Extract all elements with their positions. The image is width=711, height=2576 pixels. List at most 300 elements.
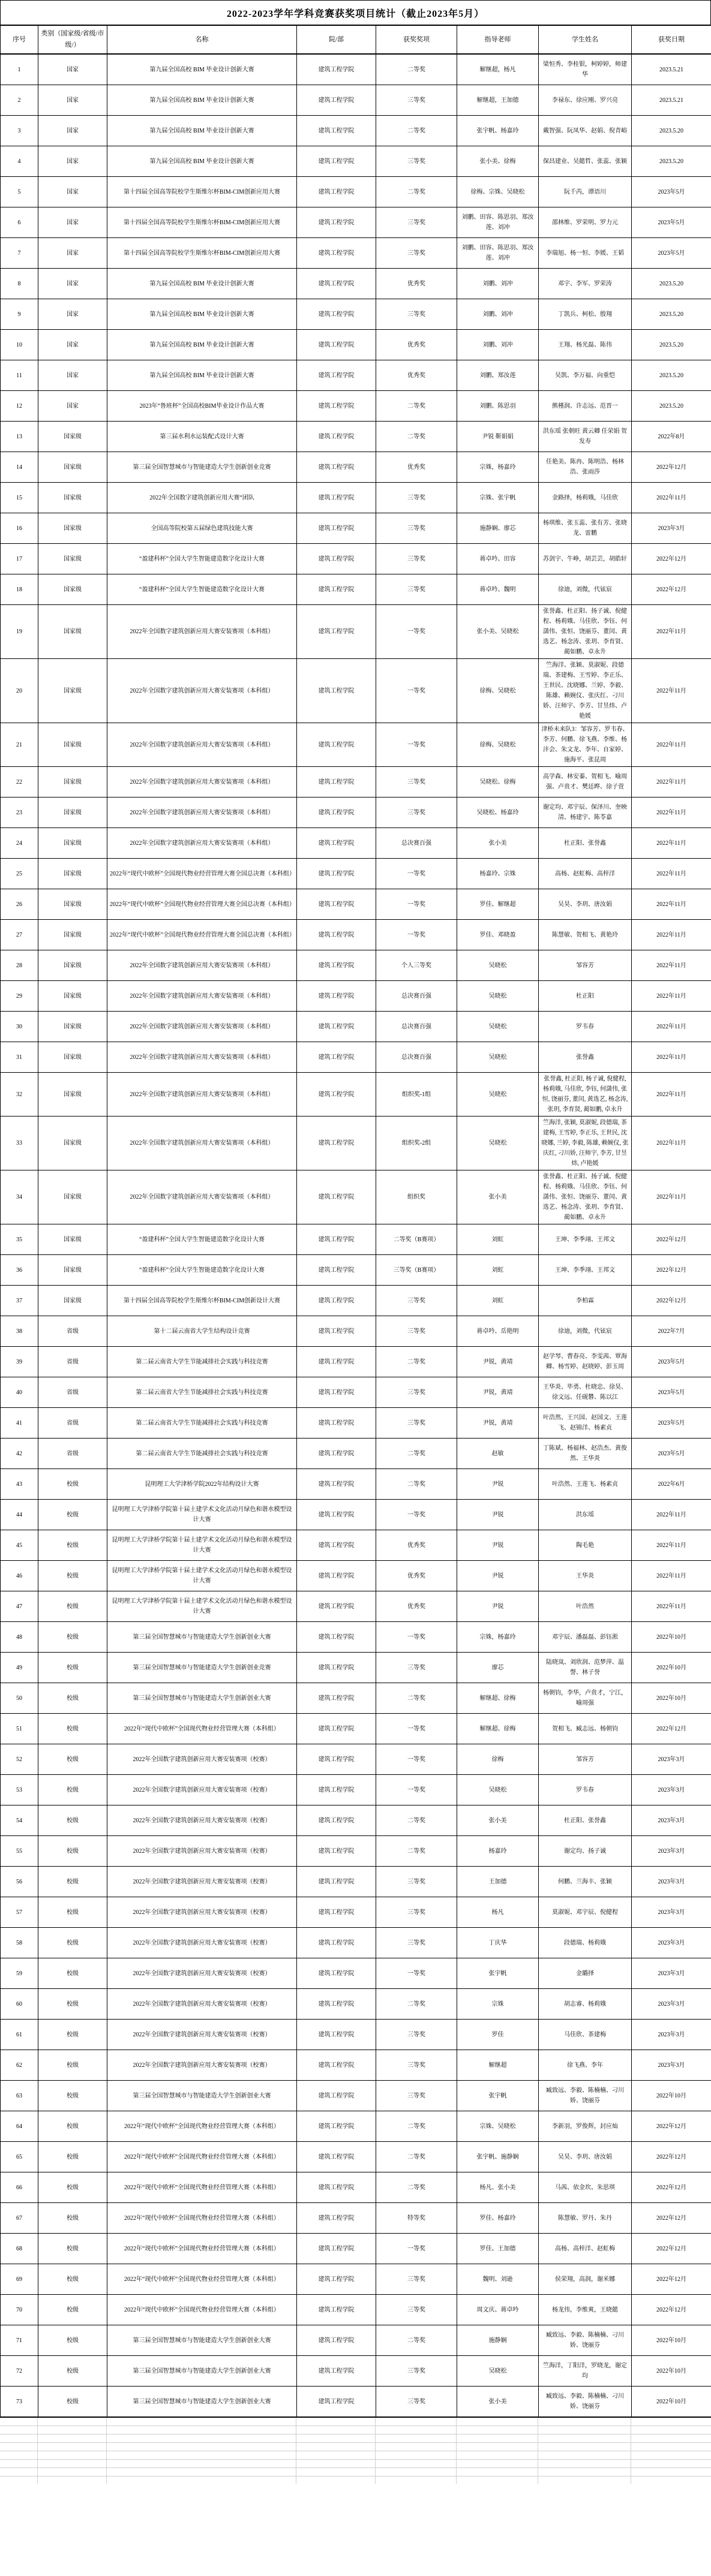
no-cell: 3 [1, 116, 38, 146]
award-cell: 组织奖-1组 [376, 1073, 457, 1117]
table-row [1, 483, 711, 513]
name-cell: 2022年全国数字建筑创新应用大赛安装赛项（本科组） [107, 659, 297, 723]
students-cell: 李柏霖 [539, 1286, 632, 1316]
date-cell: 2022年12月 [632, 1714, 711, 1744]
level-cell: 国家 [38, 177, 107, 207]
name-cell: “盈建科杯”全国大学生智能建造数字化设计大赛 [107, 574, 297, 605]
date-cell: 2022年12月 [632, 2203, 711, 2234]
name-cell: 全国高等院校第五届绿色建筑技能大赛 [107, 513, 297, 544]
award-table [0, 25, 711, 2418]
award-cell: 特等奖 [376, 2203, 457, 2234]
table-row [1, 1117, 711, 1170]
level-cell: 校级 [38, 1500, 107, 1530]
date-cell: 2023年3月 [632, 1805, 711, 1836]
date-cell: 2022年10月 [632, 2387, 711, 2418]
level-cell: 省级 [38, 1377, 107, 1408]
award-cell: 一等奖 [376, 2234, 457, 2264]
college-cell: 建筑工程学院 [297, 1012, 376, 1042]
teachers-cell: 张小美 [457, 828, 539, 859]
college-cell: 建筑工程学院 [297, 767, 376, 798]
level-cell: 国家级 [38, 723, 107, 767]
no-cell: 49 [1, 1653, 38, 1683]
name-cell: 昆明理工大学津桥学院第十届土建学术文化活动月绿色和谐水模型设计大赛 [107, 1561, 297, 1591]
college-cell: 建筑工程学院 [297, 2081, 376, 2111]
college-cell: 建筑工程学院 [297, 1867, 376, 1897]
date-cell: 2023.5.20 [632, 391, 711, 422]
no-cell: 14 [1, 452, 38, 483]
table-row [1, 605, 711, 659]
students-cell: 臧致远、李毅、陈楠楠、刁川娇、饶丽芬 [539, 2325, 632, 2356]
date-cell: 2022年12月 [632, 1255, 711, 1286]
name-cell: 2022年“现代中欧杯”全国现代物业经营管理大赛（本科组） [107, 2111, 297, 2142]
name-cell: 2022年全国数字建筑创新应用大赛安装赛项（本科组） [107, 1073, 297, 1117]
students-cell: 陈慧敏、贺相飞、黄艳玲 [539, 920, 632, 950]
award-cell: 三等奖 [376, 146, 457, 177]
no-cell: 8 [1, 269, 38, 299]
students-cell: 高学森、林安蓁、贺相飞、喻周强、卢贵才、樊廷晔、徐子萱 [539, 767, 632, 798]
date-cell: 2023.5.20 [632, 269, 711, 299]
no-cell: 2 [1, 85, 38, 116]
award-cell: 二等奖 [376, 1347, 457, 1377]
date-cell: 2023.5.20 [632, 146, 711, 177]
college-cell: 建筑工程学院 [297, 177, 376, 207]
no-cell: 73 [1, 2387, 38, 2418]
name-cell: 2022年全国数字建筑创新应用大赛安装赛项（本科组） [107, 605, 297, 659]
no-cell: 25 [1, 859, 38, 889]
award-cell: 三等奖 [376, 767, 457, 798]
teachers-cell: 刘虹 [457, 1224, 539, 1255]
award-cell: 组织奖 [376, 1170, 457, 1224]
name-cell: 2023年“鲁班杯”全国高校BIM毕业设计作品大赛 [107, 391, 297, 422]
table-row [1, 1897, 711, 1928]
teachers-cell: 魏明、刘逊 [457, 2264, 539, 2295]
table-row [1, 2234, 711, 2264]
students-cell: 洪东瑶 [539, 1500, 632, 1530]
teachers-cell: 张宇帆 [457, 2081, 539, 2111]
college-cell: 建筑工程学院 [297, 513, 376, 544]
table-row [1, 2203, 711, 2234]
teachers-cell: 徐梅 [457, 1744, 539, 1775]
teachers-cell: 尹锐，黄靖 [457, 1347, 539, 1377]
table-row [1, 1012, 711, 1042]
students-cell: 李新羽，罗俊辉，封应灿 [539, 2111, 632, 2142]
college-cell: 建筑工程学院 [297, 1439, 376, 1469]
name-cell: 2022年“现代中欧杯”全国现代物业经营管理大赛（本科组） [107, 2234, 297, 2264]
level-cell: 国家级 [38, 1255, 107, 1286]
award-cell: 总决赛百强 [376, 1042, 457, 1073]
no-cell: 28 [1, 950, 38, 981]
level-cell: 校级 [38, 1836, 107, 1867]
award-cell: 二等奖 [376, 1836, 457, 1867]
level-cell: 校级 [38, 2325, 107, 2356]
award-cell: 二等奖 [376, 1989, 457, 2020]
no-cell: 30 [1, 1012, 38, 1042]
teachers-cell: 张小美 [457, 1805, 539, 1836]
table-row [1, 828, 711, 859]
college-cell: 建筑工程学院 [297, 1775, 376, 1805]
college-cell: 建筑工程学院 [297, 452, 376, 483]
award-cell: 优秀奖 [376, 1591, 457, 1622]
header-college: 院/部 [297, 25, 376, 54]
level-cell: 国家级 [38, 981, 107, 1012]
date-cell: 2022年11月 [632, 767, 711, 798]
teachers-cell: 徐梅、宗姝、吴晓松 [457, 177, 539, 207]
college-cell: 建筑工程学院 [297, 1530, 376, 1561]
teachers-cell: 丁庆华 [457, 1928, 539, 1958]
college-cell: 建筑工程学院 [297, 2142, 376, 2172]
college-cell: 建筑工程学院 [297, 544, 376, 574]
college-cell: 建筑工程学院 [297, 1622, 376, 1653]
name-cell: 第三届全国智慧城市与智能建造大学生创新创业竞赛 [107, 452, 297, 483]
no-cell: 39 [1, 1347, 38, 1377]
table-row [1, 1744, 711, 1775]
no-cell: 54 [1, 1805, 38, 1836]
header-name: 名称 [107, 25, 297, 54]
level-cell: 校级 [38, 2142, 107, 2172]
college-cell: 建筑工程学院 [297, 2234, 376, 2264]
table-row [1, 2356, 711, 2387]
table-row [1, 422, 711, 452]
name-cell: 2022年全国数字建筑创新应用大赛安装赛项（本科组） [107, 828, 297, 859]
teachers-cell: 吴晓松 [457, 1012, 539, 1042]
table-row [1, 1347, 711, 1377]
no-cell: 22 [1, 767, 38, 798]
teachers-cell: 解继超，王加德 [457, 85, 539, 116]
no-cell: 40 [1, 1377, 38, 1408]
no-cell: 51 [1, 1714, 38, 1744]
students-cell: 王坤、李季翊、王邦文 [539, 1224, 632, 1255]
name-cell: 2022年全国数字建筑创新应用大赛安装赛项（本科组） [107, 1042, 297, 1073]
name-cell: 2022年全国数字建筑创新应用大赛安装赛项（本科组） [107, 767, 297, 798]
date-cell: 2022年11月 [632, 605, 711, 659]
date-cell: 2022年10月 [632, 2356, 711, 2387]
level-cell: 国家级 [38, 574, 107, 605]
date-cell: 2022年10月 [632, 1622, 711, 1653]
date-cell: 2022年12月 [632, 2111, 711, 2142]
table-row [1, 2325, 711, 2356]
students-cell: 苏剑宇、牛峥，胡芸芸，胡皓轩 [539, 544, 632, 574]
level-cell: 校级 [38, 1683, 107, 1714]
level-cell: 校级 [38, 2203, 107, 2234]
level-cell: 校级 [38, 1775, 107, 1805]
date-cell: 2022年11月 [632, 483, 711, 513]
name-cell: 2022年“现代中欧杯”全国现代物业经营管理大赛（本科组） [107, 2142, 297, 2172]
level-cell: 校级 [38, 2050, 107, 2081]
students-cell: 杨琪维、张玉蕊、张有芳、张晓龙、雷鹏 [539, 513, 632, 544]
award-cell: 三等奖 [376, 85, 457, 116]
level-cell: 校级 [38, 1622, 107, 1653]
level-cell: 校级 [38, 1469, 107, 1500]
teachers-cell: 杨嘉玲 [457, 1836, 539, 1867]
college-cell: 建筑工程学院 [297, 146, 376, 177]
name-cell: 2022年“现代中欧杯”全国现代物业经营管理大赛全国总决赛（本科组） [107, 889, 297, 920]
date-cell: 2022年12月 [632, 452, 711, 483]
award-cell: 三等奖 [376, 2295, 457, 2325]
table-row [1, 2020, 711, 2050]
students-cell: 莫淑妮、邓宇辰、倪健程 [539, 1897, 632, 1928]
award-cell: 一等奖 [376, 920, 457, 950]
teachers-cell: 刘鹏、陈思羽 [457, 391, 539, 422]
table-row [1, 1469, 711, 1500]
table-row [1, 1714, 711, 1744]
no-cell: 66 [1, 2172, 38, 2203]
teachers-cell: 吴晓松 [457, 1775, 539, 1805]
table-header [1, 25, 711, 54]
header-no: 序号 [1, 25, 38, 54]
level-cell: 校级 [38, 2264, 107, 2295]
college-cell: 建筑工程学院 [297, 207, 376, 238]
level-cell: 国家级 [38, 859, 107, 889]
students-cell: 梁恒秀、李桂银，柯婷婷，师建华 [539, 54, 632, 85]
table-row [1, 1958, 711, 1989]
teachers-cell: 刘鹏、刘冲 [457, 330, 539, 360]
date-cell: 2022年11月 [632, 1500, 711, 1530]
table-row [1, 452, 711, 483]
award-cell: 三等奖 [376, 1408, 457, 1439]
table-row [1, 1286, 711, 1316]
teachers-cell: 尹锐，黄靖 [457, 1377, 539, 1408]
name-cell: 2022年全国数字建筑创新应用大赛安装赛项（校赛） [107, 1744, 297, 1775]
award-cell: 一等奖 [376, 859, 457, 889]
level-cell: 国家 [38, 85, 107, 116]
table-row [1, 207, 711, 238]
college-cell: 建筑工程学院 [297, 422, 376, 452]
award-cell: 二等奖 [376, 422, 457, 452]
header-students: 学生姓名 [539, 25, 632, 54]
table-row [1, 659, 711, 723]
grid-line [456, 2418, 457, 2484]
date-cell: 2022年11月 [632, 1042, 711, 1073]
award-cell: 三等奖 [376, 1286, 457, 1316]
table-row [1, 798, 711, 828]
no-cell: 68 [1, 2234, 38, 2264]
date-cell: 2022年11月 [632, 1012, 711, 1042]
students-cell: 竺海洋, 张颖, 莫淑妮, 段德瑞, 茶建梅, 王雪婷, 李正乐, 王世民, 沈晓娜, 兰婷, 李毅, 陈雄, 赖婉仪, 张庆红, 刁川娇, 汪师宇, 李芳, 甘昱炜, 卢艳媛 [539, 1117, 632, 1170]
level-cell: 国家级 [38, 1073, 107, 1117]
no-cell: 70 [1, 2295, 38, 2325]
award-cell: 三等奖（B赛项） [376, 1255, 457, 1286]
no-cell: 41 [1, 1408, 38, 1439]
date-cell: 2022年11月 [632, 1591, 711, 1622]
teachers-cell: 王加德 [457, 1867, 539, 1897]
level-cell: 校级 [38, 1744, 107, 1775]
teachers-cell: 张小美、徐梅 [457, 146, 539, 177]
date-cell: 2023.5.20 [632, 116, 711, 146]
award-cell: 二等奖 [376, 54, 457, 85]
level-cell: 校级 [38, 1530, 107, 1561]
college-cell: 建筑工程学院 [297, 2111, 376, 2142]
date-cell: 2022年12月 [632, 2234, 711, 2264]
college-cell: 建筑工程学院 [297, 828, 376, 859]
level-cell: 国家 [38, 54, 107, 85]
date-cell: 2022年12月 [632, 574, 711, 605]
level-cell: 国家 [38, 391, 107, 422]
date-cell: 2022年11月 [632, 1117, 711, 1170]
college-cell: 建筑工程学院 [297, 1117, 376, 1170]
date-cell: 2022年11月 [632, 1530, 711, 1561]
award-cell: 二等奖 [376, 1469, 457, 1500]
name-cell: 第十二届云南省大学生结构设计竞赛 [107, 1316, 297, 1347]
name-cell: 2022年全国数字建筑创新应用大赛安装赛项（校赛） [107, 1805, 297, 1836]
teachers-cell: 周文庆、蒋卓吟 [457, 2295, 539, 2325]
teachers-cell: 罗佳、杨嘉玲 [457, 2203, 539, 2234]
level-cell: 国家级 [38, 950, 107, 981]
teachers-cell: 张小美、吴晓松 [457, 605, 539, 659]
teachers-cell: 赵敏 [457, 1439, 539, 1469]
college-cell: 建筑工程学院 [297, 269, 376, 299]
college-cell: 建筑工程学院 [297, 1347, 376, 1377]
level-cell: 国家级 [38, 659, 107, 723]
students-cell: 罗韦春 [539, 1775, 632, 1805]
students-cell: 戴智强、阮凤华、赵娟、倪青峪 [539, 116, 632, 146]
table-row [1, 1042, 711, 1073]
no-cell: 16 [1, 513, 38, 544]
college-cell: 建筑工程学院 [297, 1469, 376, 1500]
award-cell: 三等奖 [376, 1897, 457, 1928]
teachers-cell: 刘鹏、郑汝莲 [457, 360, 539, 391]
award-cell: 优秀奖 [376, 330, 457, 360]
name-cell: 2022年全国数字建筑创新应用大赛安装赛项（校赛） [107, 1928, 297, 1958]
name-cell: 第二届云南省大学生节能减排社会实践与科技竞赛 [107, 1439, 297, 1469]
no-cell: 12 [1, 391, 38, 422]
teachers-cell: 宗姝，杨嘉玲 [457, 452, 539, 483]
name-cell: 昆明理工大学津桥学院2022年结构设计大赛 [107, 1469, 297, 1500]
date-cell: 2023.5.21 [632, 85, 711, 116]
name-cell: 2022年全国数字建筑创新应用大赛安装赛项（本科组） [107, 1012, 297, 1042]
date-cell: 2023年5月 [632, 238, 711, 269]
award-cell: 优秀奖 [376, 1530, 457, 1561]
name-cell: 第三届全国智慧城市与智能建造大学生创新创业大赛 [107, 1622, 297, 1653]
students-cell: 邓宇辰、潘磊磊、彭钰淞 [539, 1622, 632, 1653]
no-cell: 38 [1, 1316, 38, 1347]
table-row [1, 1561, 711, 1591]
award-cell: 二等奖 [376, 2111, 457, 2142]
level-cell: 国家级 [38, 1042, 107, 1073]
students-cell: 吴昊、李玥、唐汝娟 [539, 2142, 632, 2172]
no-cell: 24 [1, 828, 38, 859]
students-cell: 金路择，杨莉娥，马佳欣 [539, 483, 632, 513]
table-row [1, 767, 711, 798]
table-row [1, 299, 711, 330]
name-cell: 第三届水利水运装配式设计大赛 [107, 422, 297, 452]
students-cell: 任艳美、陈冉、陈明浩、杨林浩、张雨莎 [539, 452, 632, 483]
name-cell: “盈建科杯”全国大学生智能建造数字化设计大赛 [107, 544, 297, 574]
teachers-cell: 徐梅、吴晓松 [457, 659, 539, 723]
level-cell: 校级 [38, 2234, 107, 2264]
students-cell: 王坤、李季翊、王邦文 [539, 1255, 632, 1286]
name-cell: 第三届全国智慧城市与智能建造大学生创新创业竞赛 [107, 1653, 297, 1683]
name-cell: 2022年全国数字建筑创新应用大赛安装赛项（本科组） [107, 798, 297, 828]
level-cell: 国家级 [38, 544, 107, 574]
teachers-cell: 蒋卓吟、岳艳明 [457, 1316, 539, 1347]
teachers-cell: 宗姝，杨嘉玲 [457, 1622, 539, 1653]
teachers-cell: 刘鹏、刘冲 [457, 269, 539, 299]
award-cell: 总决赛百强 [376, 1012, 457, 1042]
table-row [1, 1377, 711, 1408]
name-cell: 第十四届全国高等院校学生斯维尔杯BIM-CIM创新应用大赛 [107, 238, 297, 269]
teachers-cell: 尹锐 [457, 1500, 539, 1530]
no-cell: 63 [1, 2081, 38, 2111]
college-cell: 建筑工程学院 [297, 723, 376, 767]
date-cell: 2022年11月 [632, 1170, 711, 1224]
award-cell: 二等奖 [376, 2325, 457, 2356]
level-cell: 国家 [38, 238, 107, 269]
students-cell: 叶浩然 [539, 1591, 632, 1622]
college-cell: 建筑工程学院 [297, 1073, 376, 1117]
college-cell: 建筑工程学院 [297, 1683, 376, 1714]
date-cell: 2023.5.20 [632, 330, 711, 360]
name-cell: 2022年全国数字建筑创新应用大赛安装赛项（本科组） [107, 950, 297, 981]
level-cell: 国家级 [38, 452, 107, 483]
name-cell: 第九届全国高校 BIM 毕业设计创新大赛 [107, 330, 297, 360]
college-cell: 建筑工程学院 [297, 1958, 376, 1989]
name-cell: “盈建科杯”全国大学生智能建造数字化设计大赛 [107, 1224, 297, 1255]
teachers-cell: 尹锐 [457, 1591, 539, 1622]
college-cell: 建筑工程学院 [297, 2264, 376, 2295]
students-cell: 徐迪，刘微，代铉宸 [539, 574, 632, 605]
award-cell: 二等奖 [376, 1439, 457, 1469]
name-cell: 第九届全国高校 BIM 毕业设计创新大赛 [107, 54, 297, 85]
teachers-cell: 吴晓松、徐梅 [457, 767, 539, 798]
grid-line [37, 2418, 38, 2484]
name-cell: 第九届全国高校 BIM 毕业设计创新大赛 [107, 360, 297, 391]
college-cell: 建筑工程学院 [297, 483, 376, 513]
level-cell: 校级 [38, 1867, 107, 1897]
table-row [1, 981, 711, 1012]
level-cell: 国家 [38, 146, 107, 177]
students-cell: 徐迪，刘微，代铉宸 [539, 1316, 632, 1347]
students-cell: 赵学琴、曹春亮、李雯茜、覃海卿、杨雪婷、赵晓婷、彭玉周 [539, 1347, 632, 1377]
date-cell: 2023年5月 [632, 1347, 711, 1377]
no-cell: 46 [1, 1561, 38, 1591]
table-row [1, 1775, 711, 1805]
students-cell: 金璐择 [539, 1958, 632, 1989]
level-cell: 省级 [38, 1439, 107, 1469]
date-cell: 2023年5月 [632, 177, 711, 207]
college-cell: 建筑工程学院 [297, 1255, 376, 1286]
table-row [1, 859, 711, 889]
college-cell: 建筑工程学院 [297, 1836, 376, 1867]
students-cell: 王华炎 [539, 1561, 632, 1591]
students-cell: 马茜、依金坎、朱思琪 [539, 2172, 632, 2203]
award-cell: 三等奖 [376, 2387, 457, 2418]
award-cell: 二等奖 [376, 2172, 457, 2203]
teachers-cell: 解继超、徐梅 [457, 1714, 539, 1744]
college-cell: 建筑工程学院 [297, 950, 376, 981]
level-cell: 校级 [38, 1897, 107, 1928]
level-cell: 国家 [38, 207, 107, 238]
students-cell: 陈慧敏、罗丹、朱丹 [539, 2203, 632, 2234]
date-cell: 2022年12月 [632, 1286, 711, 1316]
table-row [1, 2264, 711, 2295]
date-cell: 2022年11月 [632, 798, 711, 828]
level-cell: 校级 [38, 2081, 107, 2111]
level-cell: 校级 [38, 1989, 107, 2020]
table-row [1, 1224, 711, 1255]
students-cell: 李禄东、徐应刚、罗兴亮 [539, 85, 632, 116]
name-cell: 第十四届全国高等院校学生斯维尔杯BIM-CIM创新应用大赛 [107, 177, 297, 207]
teachers-cell: 解继超、徐梅 [457, 1683, 539, 1714]
no-cell: 6 [1, 207, 38, 238]
teachers-cell: 施静娴、廖芯 [457, 513, 539, 544]
table-row [1, 116, 711, 146]
students-cell: 丁陈斌、杨福林、赵浩杰、黄俊然、王华炎 [539, 1439, 632, 1469]
teachers-cell: 解继超，杨凡 [457, 54, 539, 85]
no-cell: 43 [1, 1469, 38, 1500]
name-cell: 2022年“现代中欧杯”全国现代物业经营管理大赛（本科组） [107, 2203, 297, 2234]
award-cell: 个人三等奖 [376, 950, 457, 981]
table-row [1, 1591, 711, 1622]
